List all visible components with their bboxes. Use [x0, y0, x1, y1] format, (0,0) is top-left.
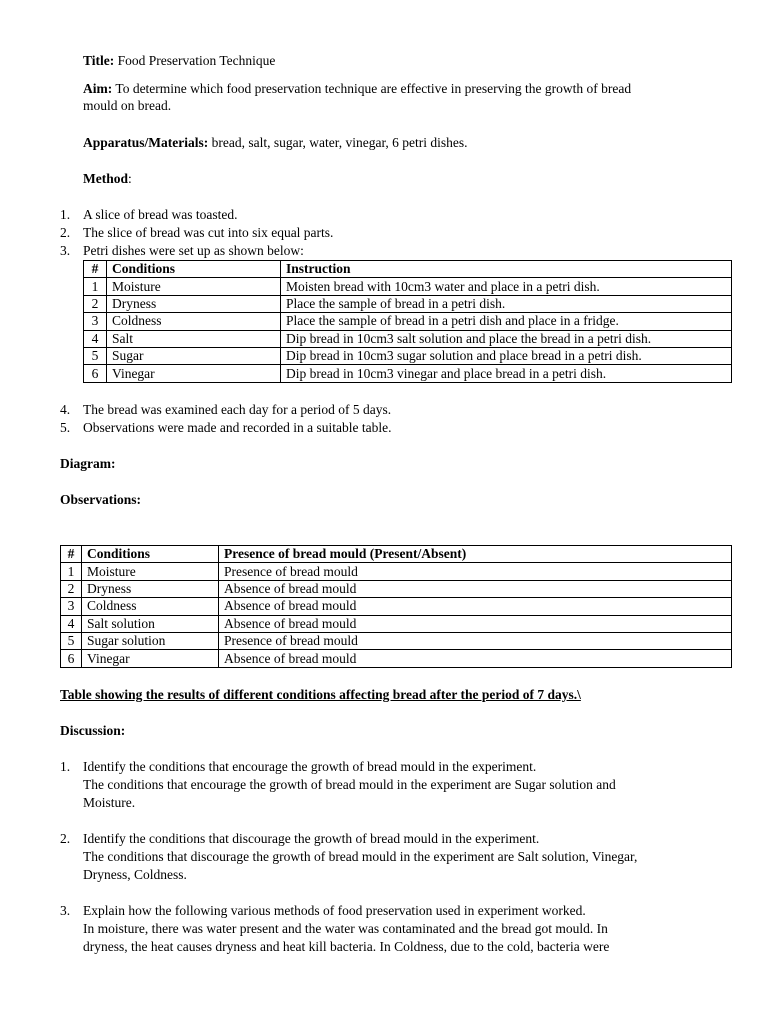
column-header: Presence of bread mould (Present/Absent)	[219, 546, 732, 563]
table-cell: Moisture	[107, 278, 281, 295]
discussion-label: Discussion:	[60, 723, 126, 738]
observations-label: Observations:	[60, 492, 141, 507]
aim-line-2: mould on bread.	[83, 98, 172, 113]
table-cell: Dip bread in 10cm3 vinegar and place bread in a petri dish.	[281, 365, 732, 382]
table-cell: Absence of bread mould	[219, 598, 732, 615]
table-row	[84, 313, 732, 330]
diagram-label: Diagram:	[60, 456, 116, 471]
title-text: Food Preservation Technique	[117, 53, 276, 68]
table-cell: Vinegar	[107, 365, 281, 382]
observations-table	[60, 545, 732, 668]
method-step: The slice of bread was cut into six equal parts.	[83, 225, 334, 240]
aim-line-1	[83, 80, 631, 97]
method-heading	[83, 170, 132, 187]
table-cell: 3	[84, 313, 107, 330]
table-cell: Moisten bread with 10cm3 water and place in a petri dish.	[281, 278, 732, 295]
table-row	[61, 632, 732, 649]
table-row	[61, 615, 732, 632]
question-text: Explain how the following various methods of food preservation used in experiment worked.	[83, 903, 586, 918]
table-cell: Presence of bread mould	[219, 563, 732, 580]
table-cell: 5	[84, 347, 107, 364]
aim-label: Aim:	[83, 81, 113, 96]
answer-text: dryness, the heat causes dryness and heat kill bacteria. In Coldness, due to the cold, bacteria were	[83, 939, 610, 954]
method-step-number: 4.	[60, 402, 71, 417]
answer-text: Dryness, Coldness.	[83, 867, 187, 882]
diagram-heading	[60, 455, 115, 472]
question-number: 2.	[60, 831, 71, 846]
method-step-number: 1.	[60, 207, 71, 222]
question-text: Identify the conditions that discourage the growth of bread mould in the experiment.	[83, 831, 540, 846]
method-step-number: 3.	[60, 243, 71, 258]
table-header-row	[84, 261, 732, 278]
table-row	[84, 295, 732, 312]
table-cell: 4	[84, 330, 107, 347]
table-row	[84, 347, 732, 364]
observations-heading	[60, 491, 141, 508]
question-number: 3.	[60, 903, 71, 918]
table-row	[84, 365, 732, 382]
table-row	[61, 650, 732, 667]
table-row	[61, 563, 732, 580]
table-cell: Vinegar	[82, 650, 219, 667]
column-header: Instruction	[281, 261, 732, 278]
table-caption: Table showing the results of different conditions affecting bread after the period of 7 days.\	[60, 687, 581, 702]
method-step: A slice of bread was toasted.	[83, 207, 238, 222]
table-row	[61, 580, 732, 597]
table-cell: Absence of bread mould	[219, 650, 732, 667]
setup-table	[83, 260, 732, 383]
answer-text: Moisture.	[83, 795, 136, 810]
table-cell: Sugar solution	[82, 632, 219, 649]
question-text: Identify the conditions that encourage the growth of bread mould in the experiment.	[83, 759, 537, 774]
title-label: Title:	[83, 53, 115, 68]
column-header: #	[61, 546, 82, 563]
method-colon: :	[128, 171, 132, 186]
table-cell: Dryness	[82, 580, 219, 597]
apparatus-text: bread, salt, sugar, water, vinegar, 6 petri dishes.	[211, 135, 468, 150]
method-step-number: 2.	[60, 225, 71, 240]
table-cell: Salt	[107, 330, 281, 347]
table-row	[84, 330, 732, 347]
table-cell: Presence of bread mould	[219, 632, 732, 649]
table-cell: Place the sample of bread in a petri dish and place in a fridge.	[281, 313, 732, 330]
method-step: Observations were made and recorded in a suitable table.	[83, 420, 392, 435]
table-cell: 1	[84, 278, 107, 295]
aim-text: To determine which food preservation technique are effective in preserving the growth of bread	[115, 81, 632, 96]
table-header-row	[61, 546, 732, 563]
table-cell: Coldness	[82, 598, 219, 615]
table-cell: Salt solution	[82, 615, 219, 632]
question-number: 1.	[60, 759, 71, 774]
table-cell: Place the sample of bread in a petri dish.	[281, 295, 732, 312]
table-cell: 4	[61, 615, 82, 632]
table-row	[84, 278, 732, 295]
answer-text: The conditions that encourage the growth of bread mould in the experiment are Sugar solution and	[83, 777, 616, 792]
column-header: Conditions	[107, 261, 281, 278]
table-cell: Dip bread in 10cm3 sugar solution and place bread in a petri dish.	[281, 347, 732, 364]
table-cell: Absence of bread mould	[219, 580, 732, 597]
answer-text: The conditions that discourage the growth of bread mould in the experiment are Salt solution, Vinegar,	[83, 849, 638, 864]
apparatus-line	[83, 134, 468, 151]
method-step-number: 5.	[60, 420, 71, 435]
title-line	[83, 52, 275, 69]
table-cell: 3	[61, 598, 82, 615]
column-header: Conditions	[82, 546, 219, 563]
table-cell: 5	[61, 632, 82, 649]
column-header: #	[84, 261, 107, 278]
table-cell: 2	[84, 295, 107, 312]
apparatus-label: Apparatus/Materials:	[83, 135, 209, 150]
table-row	[61, 598, 732, 615]
table-cell: Sugar	[107, 347, 281, 364]
method-step: Petri dishes were set up as shown below:	[83, 243, 304, 258]
table-cell: Dip bread in 10cm3 salt solution and place the bread in a petri dish.	[281, 330, 732, 347]
method-step: The bread was examined each day for a period of 5 days.	[83, 402, 392, 417]
table-cell: Dryness	[107, 295, 281, 312]
discussion-heading	[60, 722, 125, 739]
table-cell: 2	[61, 580, 82, 597]
table-cell: Moisture	[82, 563, 219, 580]
answer-text: In moisture, there was water present and the water was contaminated and the bread got mould. In	[83, 921, 608, 936]
method-label: Method	[83, 171, 128, 186]
table-cell: 6	[84, 365, 107, 382]
table-cell: Coldness	[107, 313, 281, 330]
table-cell: Absence of bread mould	[219, 615, 732, 632]
table-cell: 6	[61, 650, 82, 667]
table-cell: 1	[61, 563, 82, 580]
